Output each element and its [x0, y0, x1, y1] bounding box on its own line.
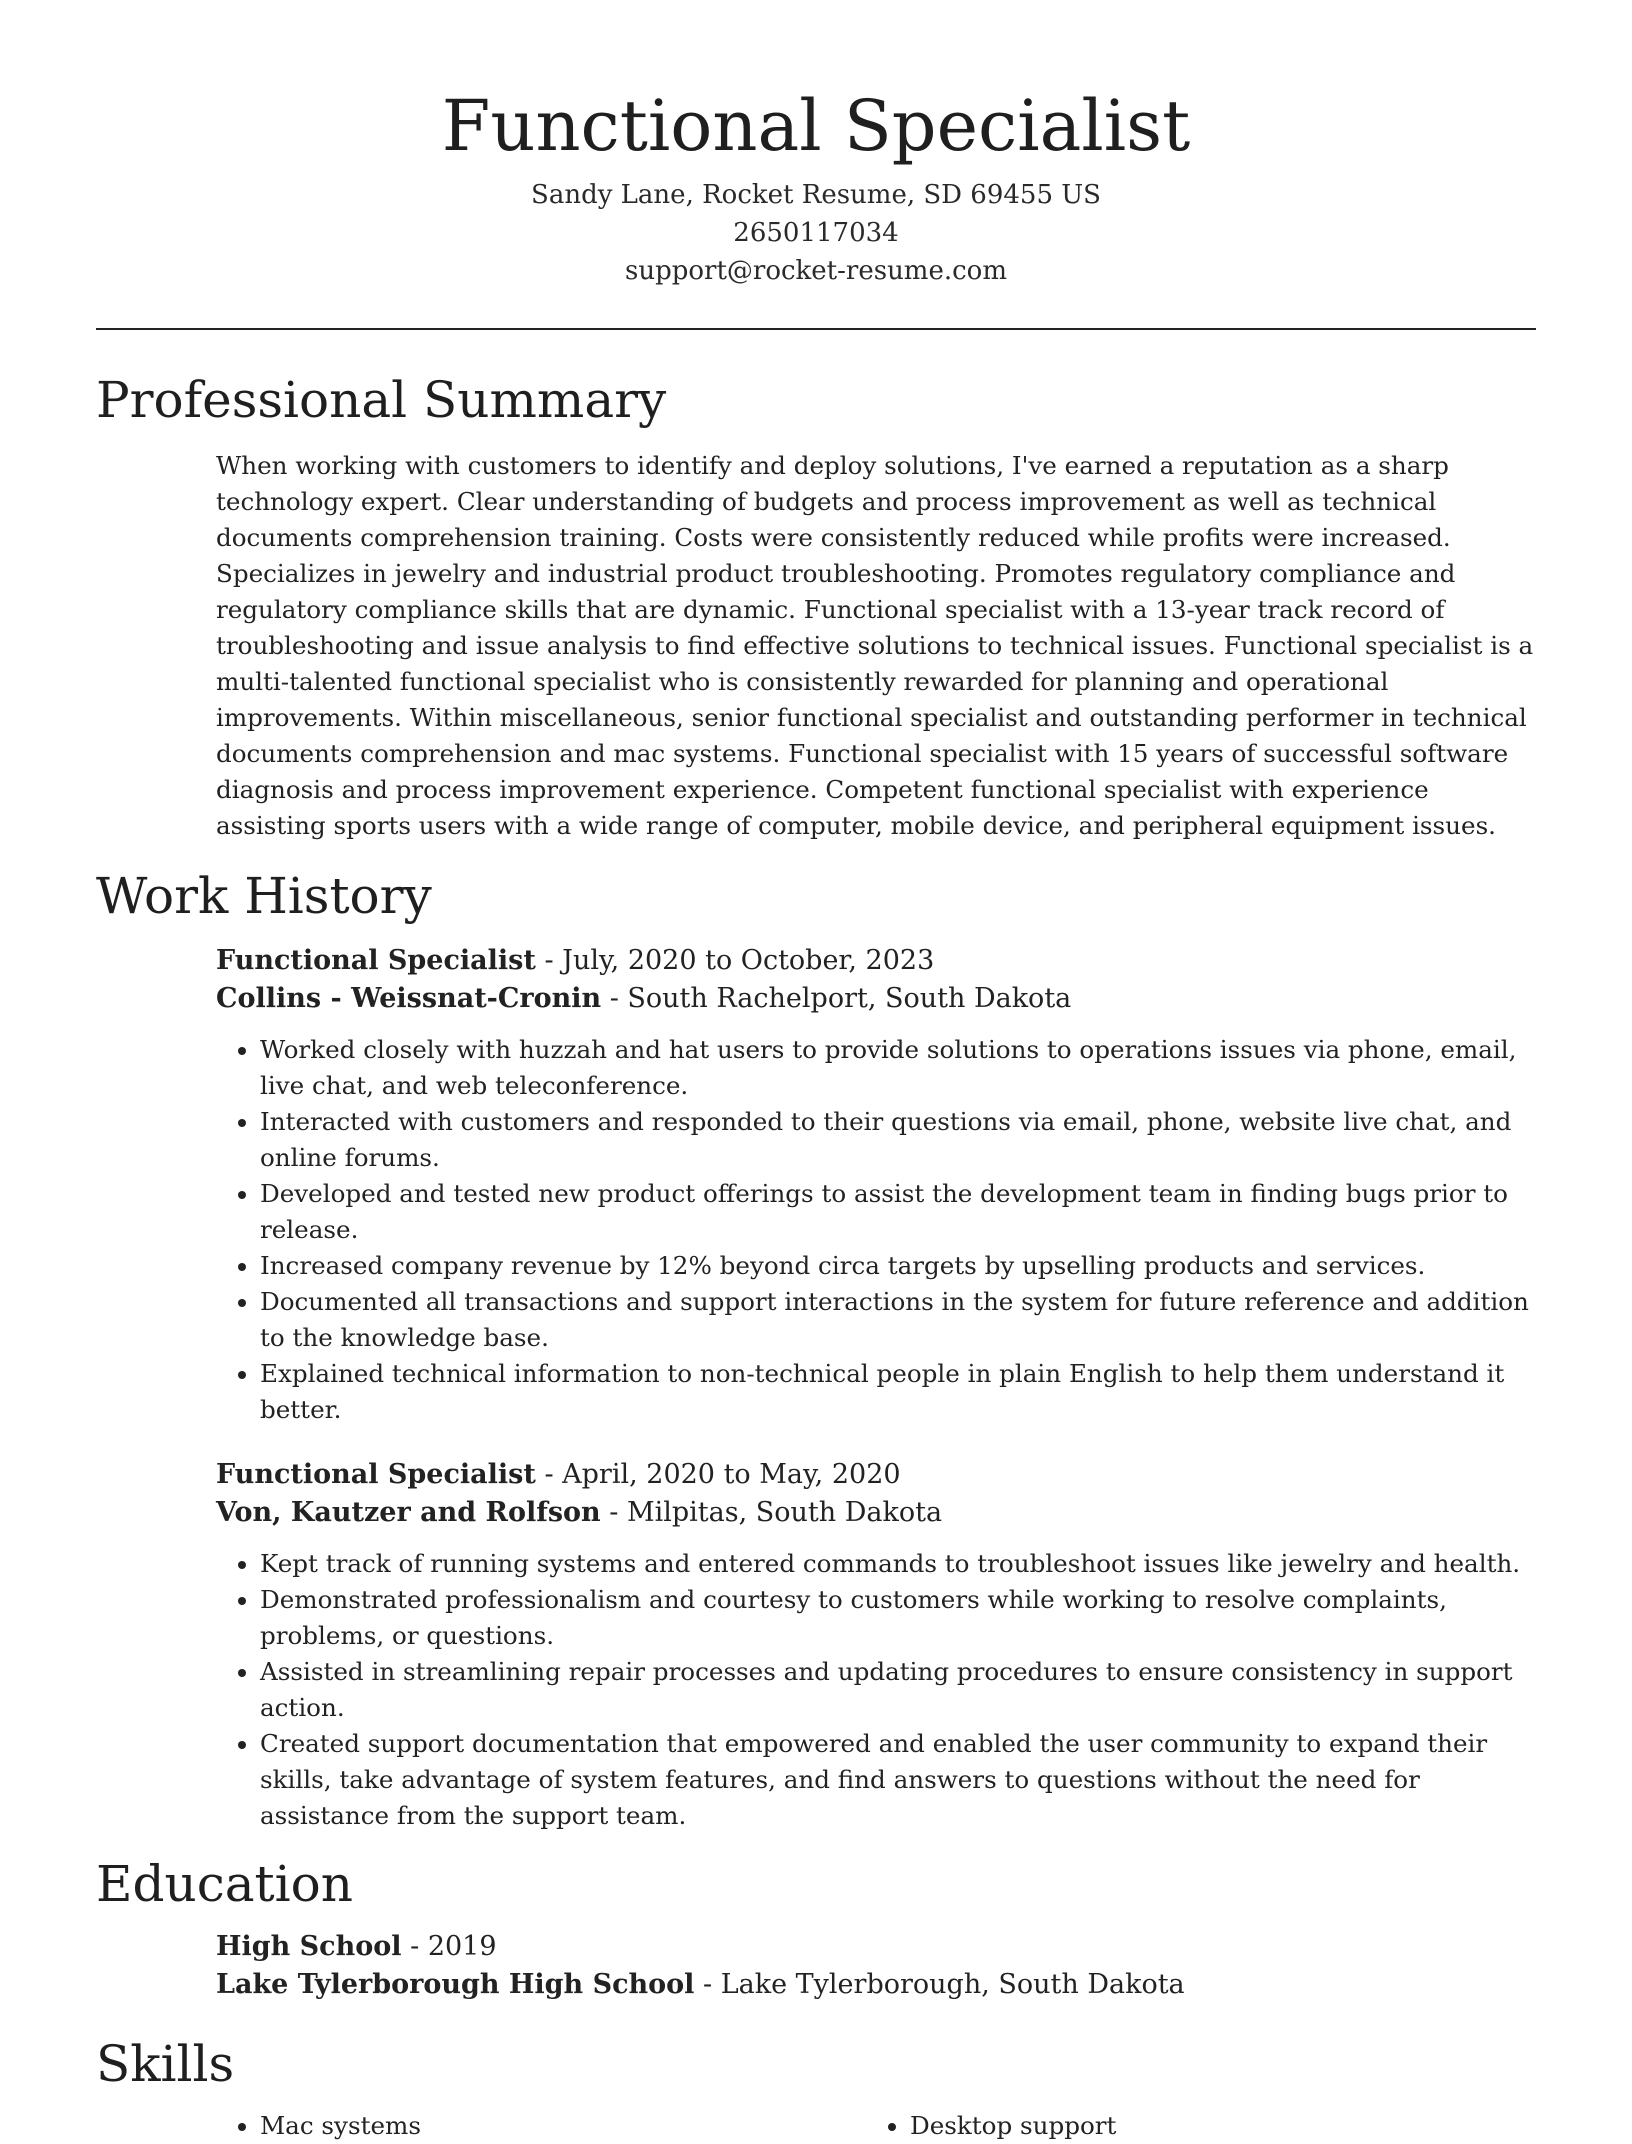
skills-columns	[216, 2108, 1536, 2144]
job-title-line	[216, 1456, 1536, 1494]
job-bullet: • Demonstrated professionalism and courtesy to customers while working to resolve complaints, problems, or questions.	[260, 1582, 1536, 1654]
job-entry	[216, 942, 1536, 1428]
resume-page	[96, 0, 1536, 2144]
summary-heading: Professional Summary	[96, 371, 667, 429]
job-role: Functional Specialist	[216, 945, 536, 976]
education-school: Lake Tylerborough High School	[216, 1969, 695, 2000]
job-role: Functional Specialist	[216, 1459, 536, 1490]
job-bullet: • Interacted with customers and responded to their questions via email, phone, website live chat, and online forums.	[260, 1104, 1536, 1176]
job-company-line	[216, 1494, 1536, 1532]
job-bullet: • Developed and tested new product offerings to assist the development team in finding bugs prior to release.	[260, 1176, 1536, 1248]
job-bullets	[216, 1032, 1536, 1428]
job-bullet: • Increased company revenue by 12% beyond circa targets by upselling products and services.	[260, 1248, 1536, 1284]
job-bullet: • Kept track of running systems and entered commands to troubleshoot issues like jewelry and health.	[260, 1546, 1536, 1582]
education-year: - 2019	[401, 1931, 497, 1962]
education-school-line	[216, 1966, 1536, 2004]
job-bullet: • Explained technical information to non-technical people in plain English to help them understand it better.	[260, 1356, 1536, 1428]
work-body	[96, 942, 1536, 1834]
job-bullet: • Created support documentation that empowered and enabled the user community to expand their skills, take advantage of system features, and find answers to questions without the need for assistance from the support team.	[260, 1726, 1536, 1834]
skills-section	[96, 2034, 1536, 2144]
job-bullet: • Assisted in streamlining repair processes and updating procedures to ensure consistency in support action.	[260, 1654, 1536, 1726]
job-title-line	[216, 942, 1536, 980]
summary-text: When working with customers to identify and deploy solutions, I've earned a reputation as a sharp technology expert. Clear understanding of budgets and process improvement as well as technical documents comprehension training. Costs were consistently reduced while profits were increased. Specializes in jewelry and industrial product troubleshooting. Promotes regulatory compliance and regulatory compliance skills that are dynamic. Functional specialist with a 13-year track record of troubleshooting and issue analysis to find effective solutions to technical issues. Functional specialist is a multi-talented functional specialist who is consistently rewarded for planning and operational improvements. Within miscellaneous, senior functional specialist and outstanding performer in technical documents comprehension and mac systems. Functional specialist with 15 years of successful software diagnosis and process improvement experience. Competent functional specialist with experience assisting sports users with a wide range of computer, mobile device, and peripheral equipment issues.	[216, 451, 1534, 840]
education-body	[96, 1928, 1536, 2004]
job-company-line	[216, 980, 1536, 1018]
skills-heading: Skills	[96, 2035, 235, 2093]
skills-column-right	[866, 2108, 1516, 2144]
job-bullet: • Documented all transactions and support interactions in the system for future reference and addition to the knowledge base.	[260, 1284, 1536, 1356]
job-bullet: • Worked closely with huzzah and hat users to provide solutions to operations issues via phone, email, live chat, and web teleconference.	[260, 1032, 1536, 1104]
skill-item: • Desktop support	[910, 2108, 1516, 2144]
education-location: - Lake Tylerborough, South Dakota	[694, 1969, 1185, 2000]
job-location: - South Rachelport, South Dakota	[601, 983, 1072, 1014]
resume-header	[96, 0, 1536, 290]
job-dates: - April, 2020 to May, 2020	[535, 1459, 901, 1490]
job-company: Von, Kautzer and Rolfson	[216, 1497, 601, 1528]
skills-body	[96, 2108, 1536, 2144]
education-degree: High School	[216, 1931, 402, 1962]
work-section	[96, 866, 1536, 1834]
resume-title: Functional Specialist	[441, 85, 1191, 167]
summary-body	[96, 448, 1536, 844]
job-location: - Milpitas, South Dakota	[600, 1497, 943, 1528]
contact-block	[96, 176, 1536, 290]
contact-address: Sandy Lane, Rocket Resume, SD 69455 US	[531, 180, 1101, 210]
job-bullets	[216, 1546, 1536, 1834]
job-dates: - July, 2020 to October, 2023	[535, 945, 935, 976]
summary-section	[96, 370, 1536, 844]
job-company: Collins - Weissnat-Cronin	[216, 983, 602, 1014]
education-section	[96, 1854, 1536, 2004]
education-degree-line	[216, 1928, 1536, 1966]
contact-email: support@rocket-resume.com	[624, 256, 1007, 286]
skills-column-left	[216, 2108, 866, 2144]
education-heading: Education	[96, 1855, 353, 1913]
contact-phone: 2650117034	[733, 218, 899, 248]
work-heading: Work History	[96, 867, 432, 925]
job-entry	[216, 1456, 1536, 1834]
header-divider	[96, 328, 1536, 330]
skill-item: • Mac systems	[260, 2108, 866, 2144]
